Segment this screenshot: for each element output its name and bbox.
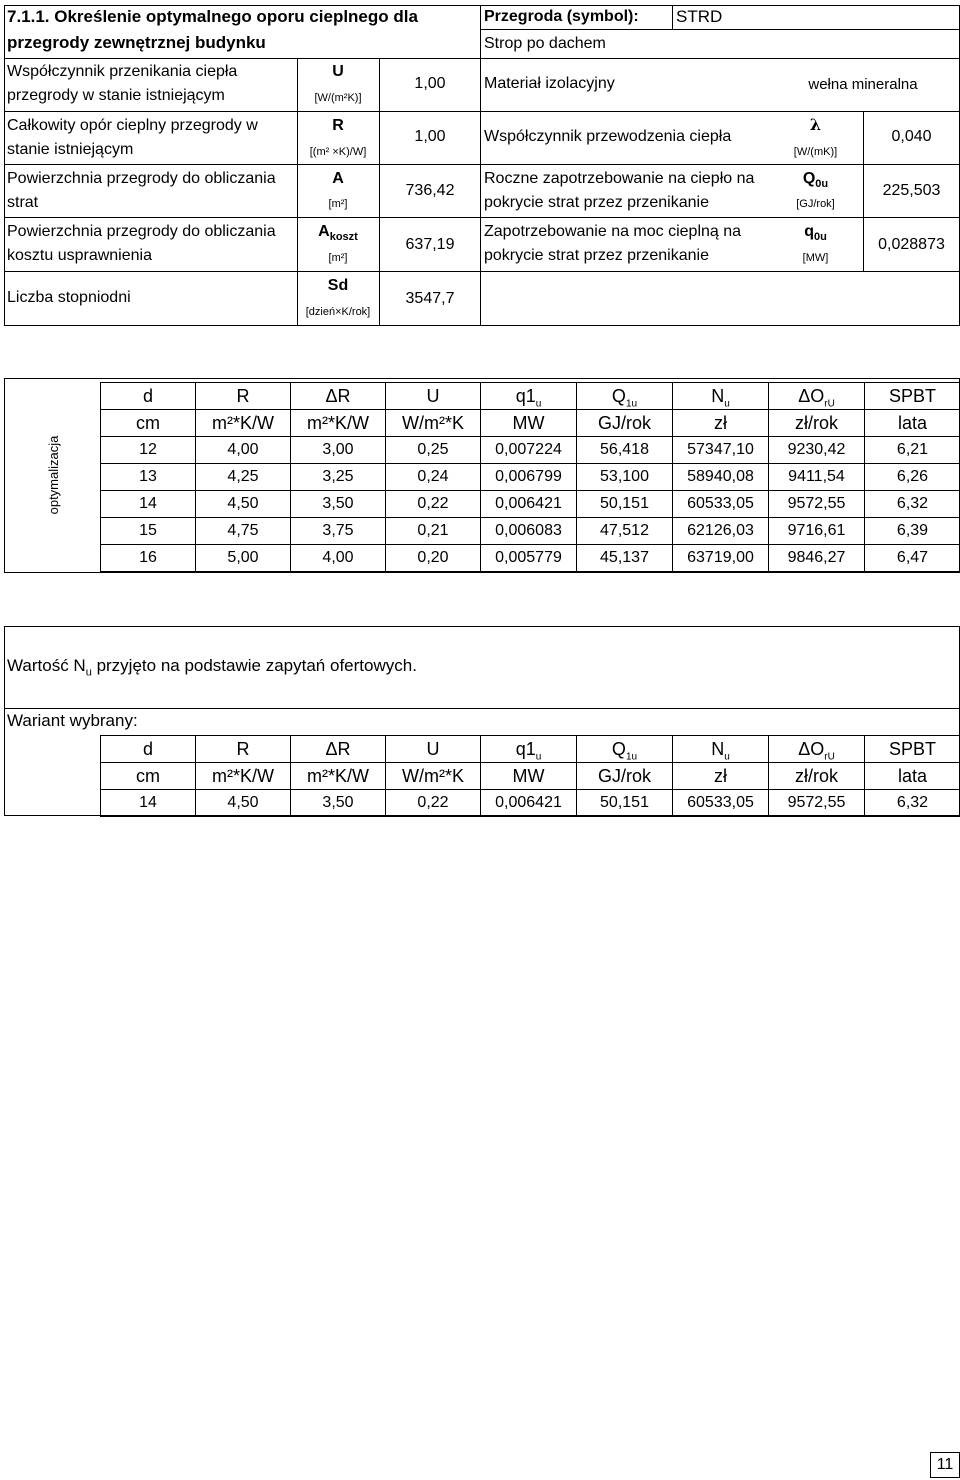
table-cell: 4,75 [196,518,291,545]
chosen-variant-table [100,735,960,817]
param-u-unit: [W/(m²K)] [314,92,362,104]
insulation-material-value: wełna mineralna [808,76,918,93]
table-cell: 0,007224 [481,437,577,464]
param-r-unit: [(m² ×K)/W] [309,146,367,158]
table-cell: 0,22 [386,491,481,518]
col-header-r: R [196,383,291,410]
table-cell: 12 [101,437,196,464]
col-header-delta-oru: $\Delta O_{rU}$ [769,736,865,763]
table-cell: 0,20 [386,545,481,572]
col-header-d: d [101,383,196,410]
table-cell: 47,512 [577,518,673,545]
col-header-spbt: SPBT [865,383,960,410]
table-cell: 6,39 [865,518,960,545]
table-cell: 0,25 [386,437,481,464]
unit-cell: W/m²*K [386,763,481,790]
optimization-header-row [101,383,960,410]
conductivity-label: Współczynnik przewodzenia ciepła [484,128,732,145]
chosen-cell: 0,006421 [481,790,577,817]
chosen-variant-row [101,790,960,817]
table-cell: 0,21 [386,518,481,545]
unit-cell: MW [481,410,577,437]
param-akoszt-label: Powierzchnia przegrody do obliczania [7,223,276,240]
note-text: Wartość $N_u$ przyjęto na podstawie zapytań ofertowych. [7,656,417,679]
table-cell: 9572,55 [769,491,865,518]
annual-heat-symbol: $Q_{0u}$ [802,170,829,191]
unit-cell: zł [673,763,769,790]
param-a-label: Powierzchnia przegrody do obliczania [7,170,276,187]
chosen-cell: 50,151 [577,790,673,817]
col-header-u: U [386,736,481,763]
param-r-value: 1,00 [414,128,446,145]
partition-name: Strop po dachem [484,35,606,52]
table-cell: 63719,00 [673,545,769,572]
table-row [101,491,960,518]
param-akoszt-unit: [m²] [328,252,348,264]
heat-power-label2: pokrycie strat przez przenikanie [484,247,709,264]
table-row [101,464,960,491]
unit-cell: GJ/rok [577,763,673,790]
table-cell: 9411,54 [769,464,865,491]
table-cell: 57347,10 [673,437,769,464]
col-header-q1u: $q1_u$ [481,383,577,410]
chosen-header-row [101,736,960,763]
param-sd-unit: [dzień×K/rok] [305,306,371,318]
chosen-cell: 14 [101,790,196,817]
table-cell: 0,24 [386,464,481,491]
col-header-nu: $N_u$ [673,383,769,410]
col-header-r: R [196,736,291,763]
col-header-spbt: SPBT [865,736,960,763]
table-row [101,545,960,572]
param-r-symbol: R [332,117,344,134]
table-cell: 9846,27 [769,545,865,572]
col-header-q1u-energy: $Q_{1u}$ [577,736,673,763]
chosen-cell: 60533,05 [673,790,769,817]
table-cell: 3,75 [291,518,386,545]
optimization-side-label: optymalizacja [46,435,61,515]
annual-heat-value: 225,503 [882,182,941,199]
table-cell: 6,47 [865,545,960,572]
unit-cell: m²*K/W [291,763,386,790]
optimization-table [100,382,960,572]
table-cell: 4,50 [196,491,291,518]
table-cell: 4,25 [196,464,291,491]
param-a-symbol: A [332,170,344,187]
param-sd-value: 3547,7 [405,290,455,307]
table-cell: 16 [101,545,196,572]
annual-heat-label2: pokrycie strat przez przenikanie [484,194,709,211]
table-cell: 6,32 [865,491,960,518]
table-cell: 0,006799 [481,464,577,491]
param-sd-label: Liczba stopniodni [7,289,131,306]
table-cell: 0,006421 [481,491,577,518]
param-u-label2: przegrody w stanie istniejącym [7,87,225,104]
param-r-label: Całkowity opór cieplny przegrody w [7,117,258,134]
conductivity-unit: [W/(mK)] [793,146,838,158]
heat-power-unit: [MW] [802,252,829,264]
param-r-label2: stanie istniejącym [7,141,134,158]
chosen-cell: 6,32 [865,790,960,817]
param-akoszt-label2: kosztu usprawnienia [7,247,152,264]
partition-symbol: STRD [676,7,723,26]
chosen-units-row [101,763,960,790]
param-sd-symbol: Sd [327,277,349,294]
table-cell: 14 [101,491,196,518]
unit-cell: m²*K/W [196,410,291,437]
insulation-material-label: Materiał izolacyjny [484,75,615,92]
chosen-cell: 0,22 [386,790,481,817]
unit-cell: m²*K/W [196,763,291,790]
table-cell: 9230,42 [769,437,865,464]
unit-cell: lata [865,763,960,790]
page-title-line2: przegrody zewnętrznej budynku [7,33,266,52]
param-u-value: 1,00 [414,75,446,92]
unit-cell: cm [101,763,196,790]
page-title: 7.1.1. Określenie optymalnego oporu cieplnego dla [7,7,418,26]
col-header-u: U [386,383,481,410]
chosen-cell: 4,50 [196,790,291,817]
unit-cell: lata [865,410,960,437]
optimization-units-row [101,410,960,437]
param-a-label2: strat [7,194,39,211]
table-cell: 0,006083 [481,518,577,545]
col-header-delta-oru: $\Delta O_{rU}$ [769,383,865,410]
table-cell: 4,00 [291,545,386,572]
param-akoszt-value: 637,19 [405,236,455,253]
page-number: 11 [936,1456,954,1473]
col-header-delta-r: ΔR [291,383,386,410]
table-cell: 6,26 [865,464,960,491]
unit-cell: GJ/rok [577,410,673,437]
conductivity-value: 0,040 [891,128,932,145]
heat-power-value: 0,028873 [878,236,945,253]
param-u-label: Współczynnik przenikania ciepła [7,63,238,80]
col-header-nu: $N_u$ [673,736,769,763]
table-cell: 3,00 [291,437,386,464]
table-cell: 6,21 [865,437,960,464]
table-cell: 58940,08 [673,464,769,491]
col-header-q1u-energy: $Q_{1u}$ [577,383,673,410]
param-u-symbol: U [332,63,344,80]
table-cell: 9716,61 [769,518,865,545]
table-cell: 13 [101,464,196,491]
annual-heat-unit: [GJ/rok] [796,198,835,210]
chosen-cell: 3,50 [291,790,386,817]
table-cell: 15 [101,518,196,545]
annual-heat-label: Roczne zapotrzebowanie na ciepło na [484,170,755,187]
table-cell: 62126,03 [673,518,769,545]
table-cell: 56,418 [577,437,673,464]
table-cell: 0,005779 [481,545,577,572]
table-cell: 50,151 [577,491,673,518]
partition-label: Przegroda (symbol): [484,8,639,25]
chosen-cell: 9572,55 [769,790,865,817]
heat-power-label: Zapotrzebowanie na moc cieplną na [484,223,742,240]
table-row [101,518,960,545]
table-cell: 3,25 [291,464,386,491]
col-header-q1u: $q1_u$ [481,736,577,763]
table-cell: 45,137 [577,545,673,572]
unit-cell: m²*K/W [291,410,386,437]
col-header-delta-r: ΔR [291,736,386,763]
unit-cell: zł [673,410,769,437]
param-a-value: 736,42 [405,182,455,199]
param-akoszt-symbol: $A_{koszt}$ [318,223,358,244]
unit-cell: MW [481,763,577,790]
table-row [101,437,960,464]
col-header-d: d [101,736,196,763]
table-cell: 5,00 [196,545,291,572]
unit-cell: cm [101,410,196,437]
table-cell: 60533,05 [673,491,769,518]
unit-cell: zł/rok [769,410,865,437]
param-a-unit: [m²] [328,198,348,210]
top-frame [4,5,960,326]
heat-power-symbol: $q_{0u}$ [804,223,827,244]
table-cell: 4,00 [196,437,291,464]
conductivity-symbol: λ [809,115,822,134]
table-cell: 3,50 [291,491,386,518]
unit-cell: W/m²*K [386,410,481,437]
table-cell: 53,100 [577,464,673,491]
chosen-variant-label: Wariant wybrany: [7,711,138,730]
unit-cell: zł/rok [769,763,865,790]
